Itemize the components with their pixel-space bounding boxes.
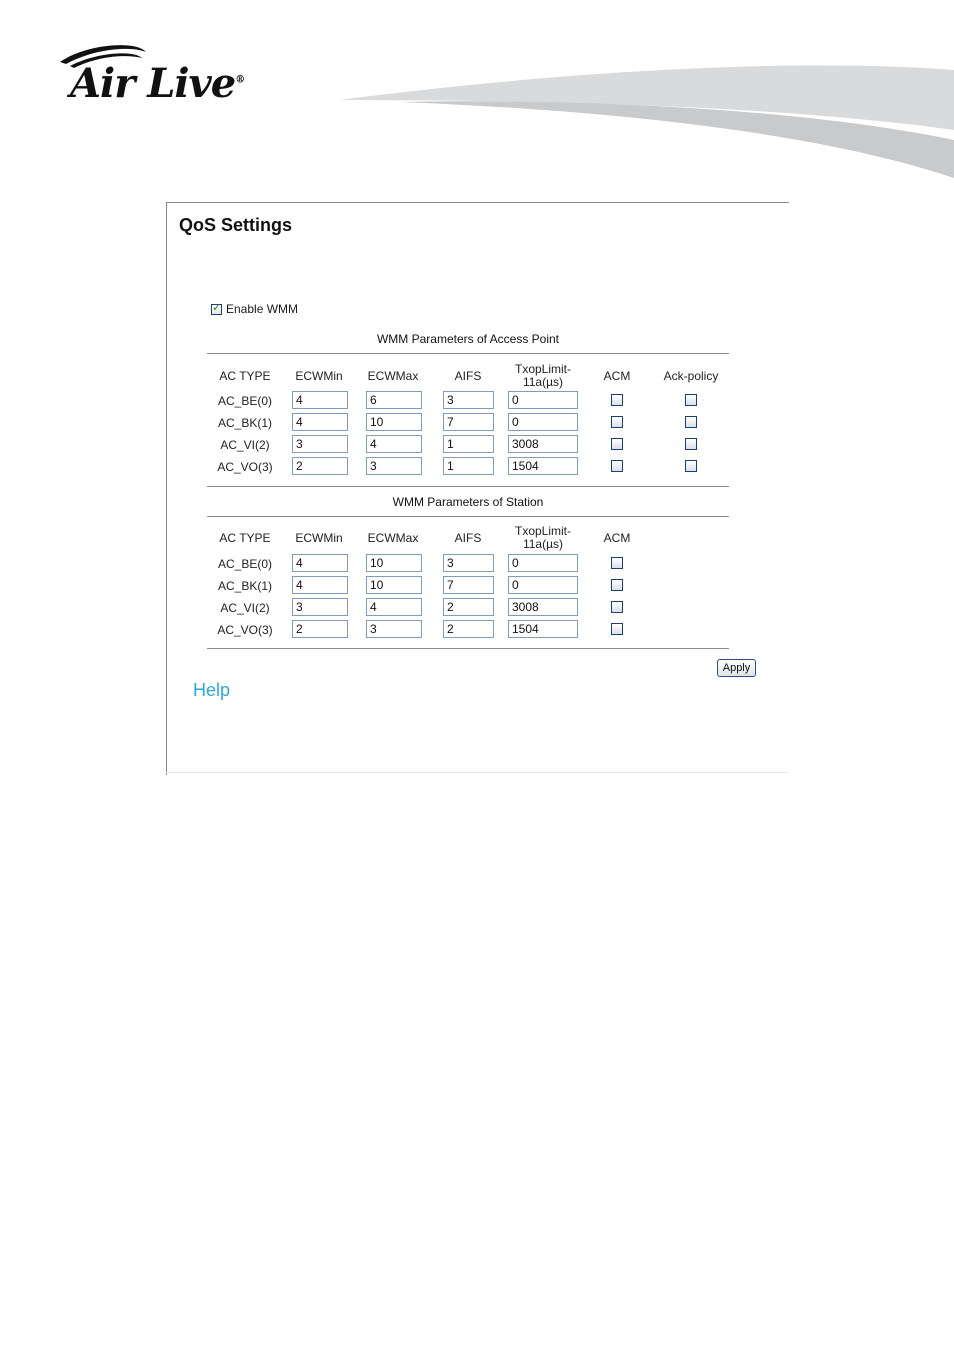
- sta-ecwmin-input[interactable]: [292, 620, 348, 638]
- ap-header-ecwmax: ECWMax: [367, 369, 419, 383]
- enable-wmm-checkbox[interactable]: [211, 304, 222, 315]
- sta-aifs-input[interactable]: [443, 554, 494, 572]
- ap-header-type: AC TYPE: [219, 369, 271, 383]
- ap-ack-checkbox[interactable]: [685, 438, 697, 450]
- sta-ecwmin-input[interactable]: [292, 554, 348, 572]
- ap-row-label: AC_BE(0): [217, 394, 273, 408]
- ap-ecwmin-input[interactable]: [292, 457, 348, 475]
- ap-aifs-input[interactable]: [443, 457, 494, 475]
- ap-ack-checkbox[interactable]: [685, 416, 697, 428]
- ap-ack-checkbox[interactable]: [685, 394, 697, 406]
- ap-aifs-input[interactable]: [443, 435, 494, 453]
- ap-acm-checkbox[interactable]: [611, 416, 623, 428]
- sta-row-label: AC_VO(3): [217, 623, 273, 637]
- ap-ecwmax-input[interactable]: [366, 457, 422, 475]
- ap-ecwmax-input[interactable]: [366, 435, 422, 453]
- sta-ecwmax-input[interactable]: [366, 598, 422, 616]
- apply-button[interactable]: Apply: [717, 659, 756, 677]
- header-swoosh: [340, 60, 954, 190]
- sta-section-title: WMM Parameters of Station: [392, 495, 544, 509]
- sta-txop-input[interactable]: [508, 576, 578, 594]
- sta-ecwmin-input[interactable]: [292, 576, 348, 594]
- logo-wordmark: Air Live®: [70, 60, 245, 107]
- sta-acm-checkbox[interactable]: [611, 601, 623, 613]
- ap-title-divider: [207, 353, 729, 354]
- sta-row-label: AC_BE(0): [217, 557, 273, 571]
- ap-txop-input[interactable]: [508, 457, 578, 475]
- qos-settings-panel: [166, 202, 789, 775]
- ap-txop-input[interactable]: [508, 391, 578, 409]
- sta-header-acm: ACM: [603, 531, 631, 545]
- ap-row-label: AC_VO(3): [217, 460, 273, 474]
- ap-acm-checkbox[interactable]: [611, 460, 623, 472]
- sta-aifs-input[interactable]: [443, 620, 494, 638]
- help-link[interactable]: Help: [193, 680, 231, 700]
- sta-ecwmax-input[interactable]: [366, 620, 422, 638]
- sta-bottom-divider: [207, 648, 729, 649]
- ap-txop-input[interactable]: [508, 413, 578, 431]
- sta-acm-checkbox[interactable]: [611, 579, 623, 591]
- ap-aifs-input[interactable]: [443, 413, 494, 431]
- sta-header-aifs: AIFS: [454, 531, 482, 545]
- sta-acm-checkbox[interactable]: [611, 557, 623, 569]
- ap-ecwmin-input[interactable]: [292, 391, 348, 409]
- ap-row-label: AC_VI(2): [220, 438, 270, 452]
- sta-ecwmin-input[interactable]: [292, 598, 348, 616]
- sta-header-ecwmax: ECWMax: [367, 531, 419, 545]
- sta-row-label: AC_BK(1): [217, 579, 273, 593]
- sta-header-ecwmin: ECWMin: [295, 531, 343, 545]
- sta-ecwmax-input[interactable]: [366, 576, 422, 594]
- sta-ecwmax-input[interactable]: [366, 554, 422, 572]
- ap-bottom-divider: [207, 486, 729, 487]
- ap-txop-input[interactable]: [508, 435, 578, 453]
- ap-header-acm: ACM: [603, 369, 631, 383]
- ap-acm-checkbox[interactable]: [611, 394, 623, 406]
- enable-wmm[interactable]: [211, 302, 298, 316]
- ap-ecwmax-input[interactable]: [366, 391, 422, 409]
- ap-header-aifs: AIFS: [454, 369, 482, 383]
- sta-row-label: AC_VI(2): [220, 601, 270, 615]
- enable-wmm-label: Enable WMM: [226, 302, 299, 316]
- page-title: QoS Settings: [179, 215, 293, 235]
- sta-header-type: AC TYPE: [219, 531, 271, 545]
- ap-row-label: AC_BK(1): [217, 416, 273, 430]
- sta-txop-input[interactable]: [508, 620, 578, 638]
- ap-section-title: WMM Parameters of Access Point: [376, 332, 560, 346]
- ap-header-ack: Ack-policy: [663, 369, 719, 383]
- ap-ecwmin-input[interactable]: [292, 413, 348, 431]
- ap-ecwmax-input[interactable]: [366, 413, 422, 431]
- panel-bottom-border: [166, 772, 788, 773]
- ap-ecwmin-input[interactable]: [292, 435, 348, 453]
- sta-txop-input[interactable]: [508, 554, 578, 572]
- sta-aifs-input[interactable]: [443, 576, 494, 594]
- sta-header-txop: TxopLimit- 11a(µs): [514, 524, 571, 551]
- sta-title-divider: [207, 516, 729, 517]
- ap-aifs-input[interactable]: [443, 391, 494, 409]
- ap-ack-checkbox[interactable]: [685, 460, 697, 472]
- ap-header-ecwmin: ECWMin: [295, 369, 343, 383]
- sta-aifs-input[interactable]: [443, 598, 494, 616]
- ap-acm-checkbox[interactable]: [611, 438, 623, 450]
- sta-txop-input[interactable]: [508, 598, 578, 616]
- sta-acm-checkbox[interactable]: [611, 623, 623, 635]
- ap-header-txop: TxopLimit- 11a(µs): [514, 362, 571, 389]
